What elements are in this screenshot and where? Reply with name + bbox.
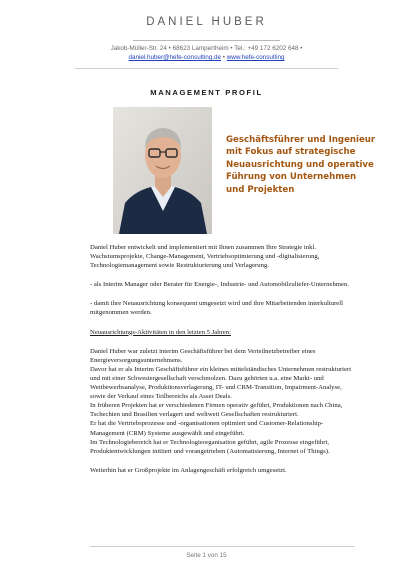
contact-separator: •	[222, 54, 225, 61]
activities-heading: Neuausrichtungs-Aktivitäten in den letzten 5 Jahren:	[90, 328, 231, 336]
intro-paragraph: Daniel Huber entwickelt und implementiert mit Ihnen zusammen Ihre Strategie inkl. Wachstumsprojekte, Change-Management, Vertriebsoptimierung und -digitalisierung, Technologiemanagement sowie Restrukturierung und Verlagerung.	[90, 244, 320, 270]
header-contact	[0, 54, 413, 61]
activity-paragraph: Er hat die Vertriebsprozesse und -organisationen optimiert und Customer-Relationship-Management (CRM) Systeme ausgewählt und eingeführt.	[90, 420, 324, 437]
header-rule	[75, 68, 338, 69]
page-number: Seite 1 von 15	[186, 552, 227, 559]
profile-headline: Geschäftsführer und Ingenieur mit Fokus auf strategische Neuausrichtung und operative Führung von Unternehmen und Projekten	[226, 135, 376, 195]
email-link[interactable]: daniel.huber@hefe-consulting.de	[128, 54, 222, 61]
portrait-photo	[113, 107, 212, 234]
profile-body	[90, 243, 355, 481]
activity-paragraph: In früheren Projekten hat er verschiedenen Firmen operativ geführt, Produktionen nach China, Tschechien und Brasilien verlagert und weltweit Gesellschaften restrukturiert.	[90, 402, 343, 419]
role-paragraph: - als Interim Manager oder Berater für Energie-, Industrie- und Automobilzuliefer-Unternehmen.	[90, 281, 349, 289]
activity-paragraph: Im Technologiebereich hat er Technologieorganisation geführt, agile Prozesse eingeführt, Produktentwicklungen initiiert und vorangetrieben (Automatisierung, Internet of Things).	[90, 438, 330, 455]
website-link[interactable]: www.hefe-consulting	[226, 54, 285, 61]
goal-paragraph: - damit ihre Neuausrichtung konsequent umgesetzt wird und ihre Mitarbeitenden interkulturell mitgenommen werden.	[90, 300, 343, 317]
section-title: MANAGEMENT PROFIL	[150, 88, 263, 97]
header-address: Jakob-Müller-Str. 24 • 68623 Lampertheim • Tel.: +49 172 6202 648 •	[110, 45, 303, 52]
activity-paragraph: Weiterhin hat er Großprojekte im Anlagengeschäft erfolgreich umgesetzt.	[90, 466, 287, 474]
header-divider	[133, 40, 280, 41]
activity-paragraph: Davor hat er als Interim Geschäftsführer ein kleines mittelständisches Unternehmen restrukturiert und mit einer Schwestergesellschaft verschmolzen. Dazu gehörten u.a. eine Markt- und Wettbewerbsanalyse, Produktionsverlagerung, IT- und CRM-Transition, Impairment-Analyse, sowie der Verkauf eines Teilbereichs als Asset Deals.	[90, 365, 352, 401]
header-name: DANIEL HUBER	[146, 16, 267, 28]
activity-paragraph: Daniel Huber war zuletzt interim Geschäftsführer bei dem Verteilnetzbetreiber eines Energieversorgungsunternehmens.	[90, 347, 316, 364]
footer-rule	[90, 546, 355, 547]
